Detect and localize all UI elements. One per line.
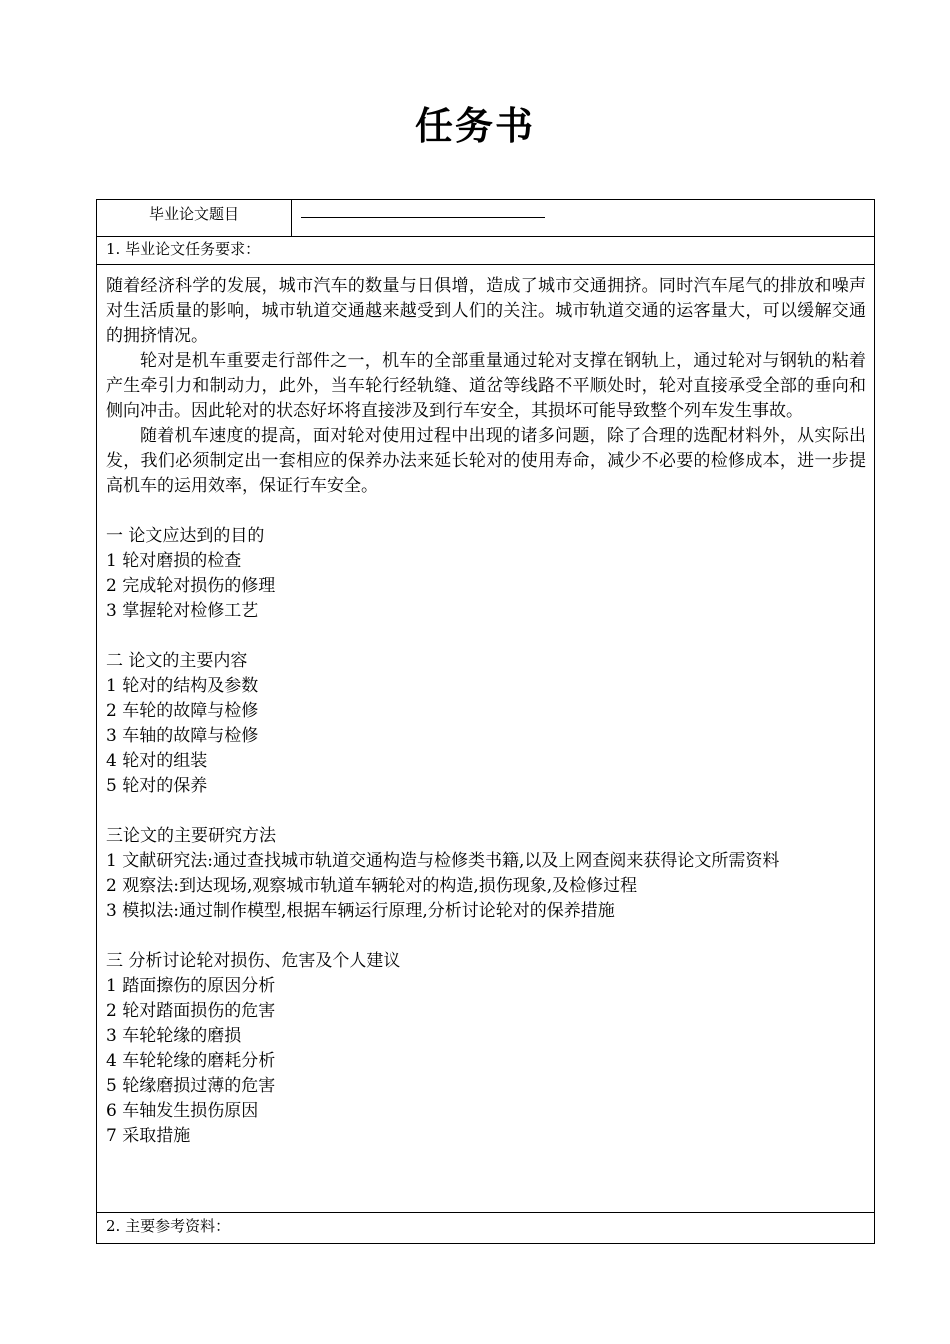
section4-item: 1 踏面擦伤的原因分析 xyxy=(106,976,276,996)
intro-paragraph-2: 轮对是机车重要走行部件之一，机车的全部重量通过轮对支撑在钢轨上，通过轮对与钢轨的粘着产生牵引力和制动力，此外，当车轮行经轨缝、道岔等线路不平顺处时，轮对直接承受全部的垂向和侧向冲击。因此轮对的状态好坏将直接涉及到行车安全，其损坏可能导致整个列车发生事故。 xyxy=(106,351,866,421)
section2-item: 5 轮对的保养 xyxy=(106,776,208,796)
section1-item: 1 轮对磨损的检查 xyxy=(106,551,242,571)
intro-paragraph-3: 随着机车速度的提高，面对轮对使用过程中出现的诸多问题，除了合理的选配材料外，从实际出发，我们必须制定出一套相应的保养办法来延长轮对的使用寿命，减少不必要的检修成本，进一步提高机车的运用效率，保证行车安全。 xyxy=(106,426,866,496)
requirements-content-row xyxy=(97,265,875,1213)
document-title: 任务书 xyxy=(414,104,535,148)
section4-item: 3 车轮轮缘的磨损 xyxy=(106,1026,242,1046)
requirements-heading: 1. 毕业论文任务要求： xyxy=(97,237,875,265)
section2-item: 3 车轴的故障与检修 xyxy=(106,726,259,746)
thesis-title-row xyxy=(97,200,875,237)
section1-item: 3 掌握轮对检修工艺 xyxy=(106,601,259,621)
section4-item: 4 车轮轮缘的磨耗分析 xyxy=(106,1051,276,1071)
section2-item: 2 车轮的故障与检修 xyxy=(106,701,259,721)
spacer xyxy=(106,799,866,824)
spacer xyxy=(106,924,866,949)
thesis-title-underline xyxy=(301,217,545,218)
requirements-content xyxy=(97,265,875,1213)
section3-heading: 三论文的主要研究方法 xyxy=(106,826,276,846)
section1-item: 2 完成轮对损伤的修理 xyxy=(106,576,276,596)
section4-heading: 三 分析讨论轮对损伤、危害及个人建议 xyxy=(106,951,401,971)
section2-heading: 二 论文的主要内容 xyxy=(106,651,248,671)
section4-item: 2 轮对踏面损伤的危害 xyxy=(106,1001,276,1021)
requirements-heading-row xyxy=(97,237,875,265)
section3-item: 1 文献研究法:通过查找城市轨道交通构造与检修类书籍,以及上网查阅来获得论文所需资料 xyxy=(106,851,780,871)
thesis-title-field[interactable] xyxy=(292,200,875,237)
references-heading: 2. 主要参考资料： xyxy=(97,1213,875,1244)
section3-item: 2 观察法:到达现场,观察城市轨道车辆轮对的构造,损伤现象,及检修过程 xyxy=(106,876,638,896)
section1-heading: 一 论文应达到的目的 xyxy=(106,526,265,546)
task-form-table xyxy=(96,199,875,1244)
section2-item: 4 轮对的组装 xyxy=(106,751,208,771)
section2-item: 1 轮对的结构及参数 xyxy=(106,676,259,696)
spacer xyxy=(106,624,866,649)
section4-item: 5 轮缘磨损过薄的危害 xyxy=(106,1076,276,1096)
spacer xyxy=(106,499,866,524)
thesis-title-label: 毕业论文题目 xyxy=(97,200,292,237)
section4-item: 7 采取措施 xyxy=(106,1126,191,1146)
section4-item: 6 车轴发生损伤原因 xyxy=(106,1101,259,1121)
references-heading-row xyxy=(97,1213,875,1244)
section3-item: 3 模拟法:通过制作模型,根据车辆运行原理,分析讨论轮对的保养措施 xyxy=(106,901,615,921)
intro-paragraph-1: 随着经济科学的发展，城市汽车的数量与日俱增，造成了城市交通拥挤。同时汽车尾气的排放和噪声对生活质量的影响，城市轨道交通越来越受到人们的关注。城市轨道交通的运客量大，可以缓解交通的拥挤情况。 xyxy=(106,276,866,346)
